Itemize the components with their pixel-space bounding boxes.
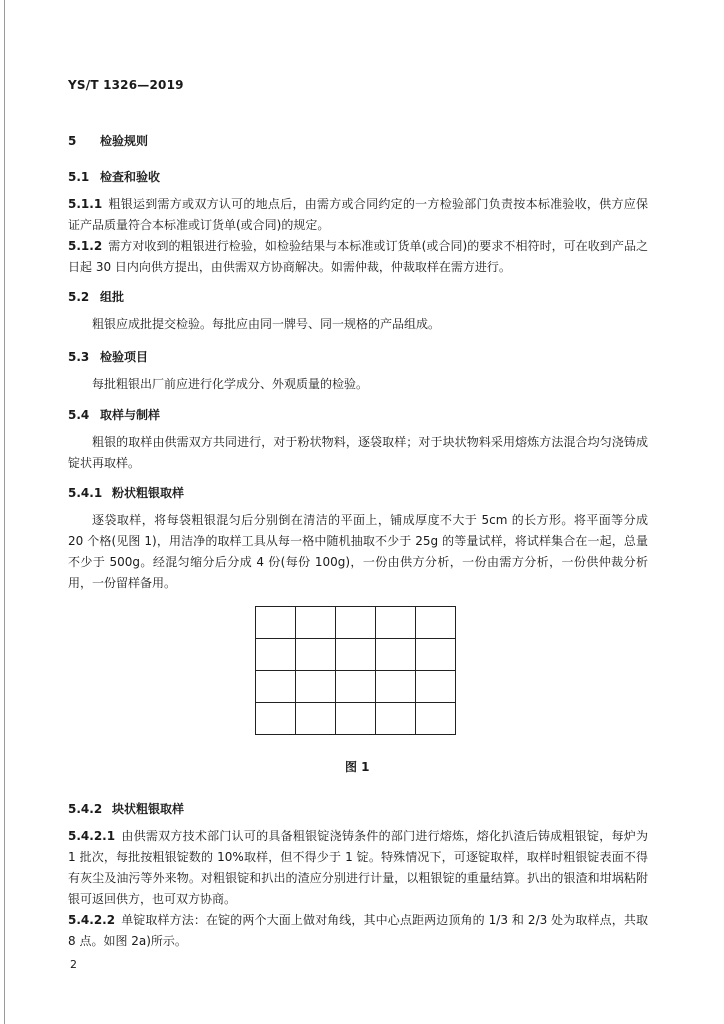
paragraph-5-1-2: [68, 236, 648, 278]
grid-cell: [376, 703, 416, 735]
paragraph-5-4-2-1: [68, 826, 648, 910]
section-title: 粉状粗银取样: [112, 486, 185, 500]
section-title: 取样与制样: [100, 408, 161, 422]
section-number: 5.4: [68, 408, 90, 422]
paragraph-5-4-2-2: [68, 910, 648, 952]
figure-1-caption: 图 1: [345, 760, 370, 774]
grid-cell: [296, 703, 336, 735]
section-title: 检验项目: [100, 350, 149, 364]
paragraph-5-4: 粗银的取样由供需双方共同进行，对于粉状物料，逐袋取样；对于块状物料采用熔炼方法混合均匀浇铸成锭状再取样。: [68, 435, 648, 470]
grid-cell: [296, 607, 336, 639]
clause-text: 粗银运到需方或双方认可的地点后，由需方或合同约定的一方检验部门负责按本标准验收，供方应保证产品质量符合本标准或订货单(或合同)的规定。: [68, 197, 648, 232]
grid-cell: [296, 639, 336, 671]
grid-cell: [336, 607, 376, 639]
clause-text: 需方对收到的粗银进行检验，如检验结果与本标准或订货单(或合同)的要求不相符时，可在收到产品之日起 30 日内向供方提出，由供需双方协商解决。如需仲裁，仲裁取样在需方进行。: [68, 239, 648, 274]
grid-cell: [416, 607, 456, 639]
grid-cell: [256, 607, 296, 639]
section-5-1-heading: [68, 168, 160, 185]
section-number: 5.4.2: [68, 802, 103, 816]
grid-cell: [376, 639, 416, 671]
grid-cell: [416, 639, 456, 671]
section-number: 5.1: [68, 170, 90, 184]
standard-code-header: YS/T 1326—2019: [68, 78, 184, 92]
section-number: 5.4.1: [68, 486, 103, 500]
section-title: 块状粗银取样: [112, 802, 185, 816]
clause-number: 5.1.1: [68, 197, 103, 211]
section-number: 5.3: [68, 350, 90, 364]
section-number: 5: [68, 134, 77, 148]
paragraph-5-4-1: 逐袋取样，将每袋粗银混匀后分别倒在清洁的平面上，铺成厚度不大于 5cm 的长方形。将平面等分成 20 个格(见图 1)，用洁净的取样工具从每一格中随机抽取不少于 25g 的等量试样，将试样集合在一起，总量不少于 500g。经混匀缩分后分成 4 份(每份 100g)，一份由供方分析，一份由需方分析，一份供仲裁分析用，一份留样备用。: [68, 513, 648, 590]
grid-cell: [336, 639, 376, 671]
section-5-4-heading: [68, 406, 160, 423]
section-title: 检验规则: [100, 134, 149, 148]
grid-cell: [416, 671, 456, 703]
grid-cell: [416, 703, 456, 735]
page-left-edge-rule: [4, 0, 5, 1024]
section-5-4-2-heading: [68, 800, 184, 817]
section-number: 5.2: [68, 290, 90, 304]
clause-number: 5.1.2: [68, 239, 103, 253]
section-title: 组批: [100, 290, 125, 304]
paragraph-5-3: 每批粗银出厂前应进行化学成分、外观质量的检验。: [92, 377, 369, 391]
grid-cell: [296, 671, 336, 703]
section-5-2-heading: [68, 288, 124, 305]
grid-cell: [256, 703, 296, 735]
section-5-3-heading: [68, 348, 148, 365]
grid-cell: [336, 671, 376, 703]
grid-cell: [256, 639, 296, 671]
clause-number: 5.4.2.1: [68, 829, 116, 843]
section-title: 检查和验收: [100, 170, 161, 184]
paragraph-5-2: 粗银应成批提交检验。每批应由同一牌号、同一规格的产品组成。: [92, 317, 441, 331]
grid-cell: [376, 671, 416, 703]
paragraph-5-1-1: [68, 194, 648, 236]
clause-text: 单锭取样方法：在锭的两个大面上做对角线，其中心点距两边顶角的 1/3 和 2/3 处为取样点，共取 8 点。如图 2a)所示。: [68, 913, 648, 948]
grid-cell: [336, 703, 376, 735]
clause-text: 由供需双方技术部门认可的具备粗银锭浇铸条件的部门进行熔炼，熔化扒渣后铸成粗银锭，每炉为 1 批次，每批按粗银锭数的 10%取样，但不得少于 1 锭。特殊情况下，可逐锭取样，取样时粗银锭表面不得有灰尘及油污等外来物。对粗银锭和扒出的渣应分别进行计量，以粗银锭的重量结算。扒出的银渣和坩埚粘附银可返回供方，也可双方协商。: [68, 829, 648, 906]
figure-1-sampling-grid: [255, 606, 456, 735]
grid-cell: [376, 607, 416, 639]
page-number: 2: [70, 958, 77, 971]
clause-number: 5.4.2.2: [68, 913, 116, 927]
grid-cell: [256, 671, 296, 703]
section-5-heading: [68, 132, 148, 149]
section-5-4-1-heading: [68, 484, 184, 501]
